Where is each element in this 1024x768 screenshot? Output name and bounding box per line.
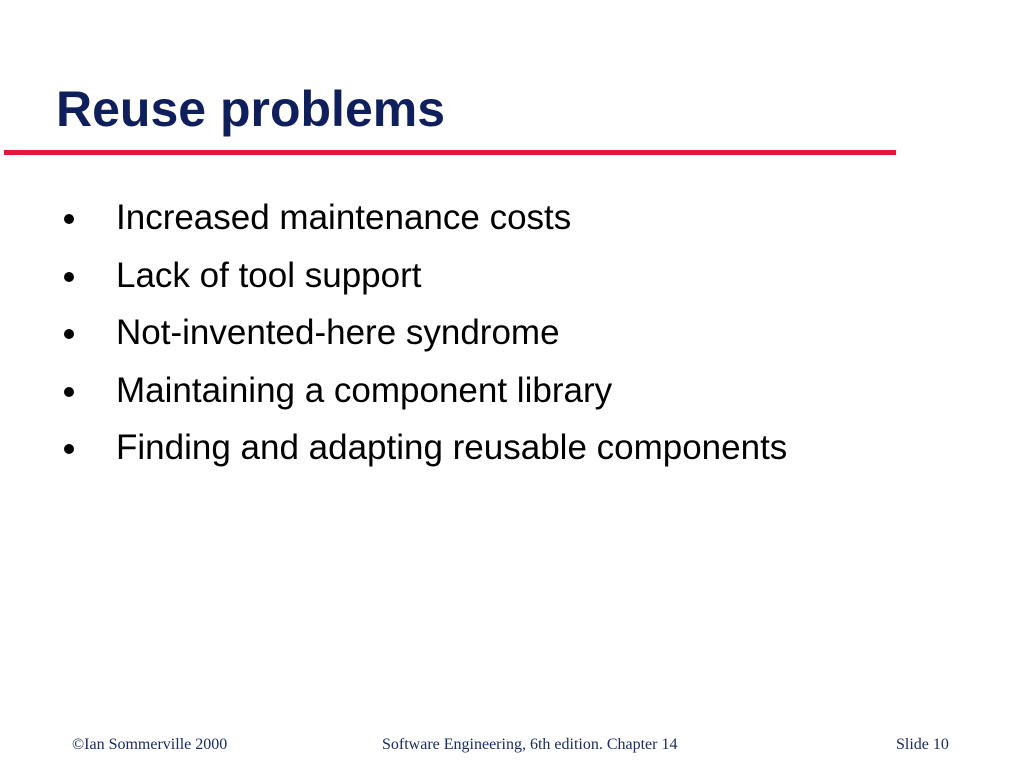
bullet-item	[0, 426, 1024, 484]
bullet-list	[0, 196, 1024, 484]
bullet-dot-icon	[64, 272, 74, 282]
bullet-item	[0, 196, 1024, 254]
bullet-dot-icon	[64, 214, 74, 224]
footer-slide-number: Slide 10	[896, 736, 949, 753]
bullet-dot-icon	[64, 387, 74, 397]
bullet-text: Not-invented-here syndrome	[116, 313, 560, 352]
bullet-dot-icon	[64, 444, 74, 454]
footer-copyright: ©Ian Sommerville 2000	[72, 736, 228, 753]
title-underline-rule	[4, 150, 896, 155]
bullet-text: Lack of tool support	[116, 255, 422, 295]
bullet-text: Increased maintenance costs	[116, 198, 572, 237]
bullet-item	[0, 311, 1024, 369]
bullet-text: Finding and adapting reusable components	[116, 428, 788, 467]
bullet-item	[0, 254, 1024, 312]
slide-title: Reuse problems	[56, 81, 446, 137]
bullet-item	[0, 369, 1024, 427]
bullet-dot-icon	[64, 329, 74, 339]
bullet-text: Maintaining a component library	[116, 370, 613, 410]
footer-book-title: Software Engineering, 6th edition. Chapter 14	[382, 736, 678, 753]
